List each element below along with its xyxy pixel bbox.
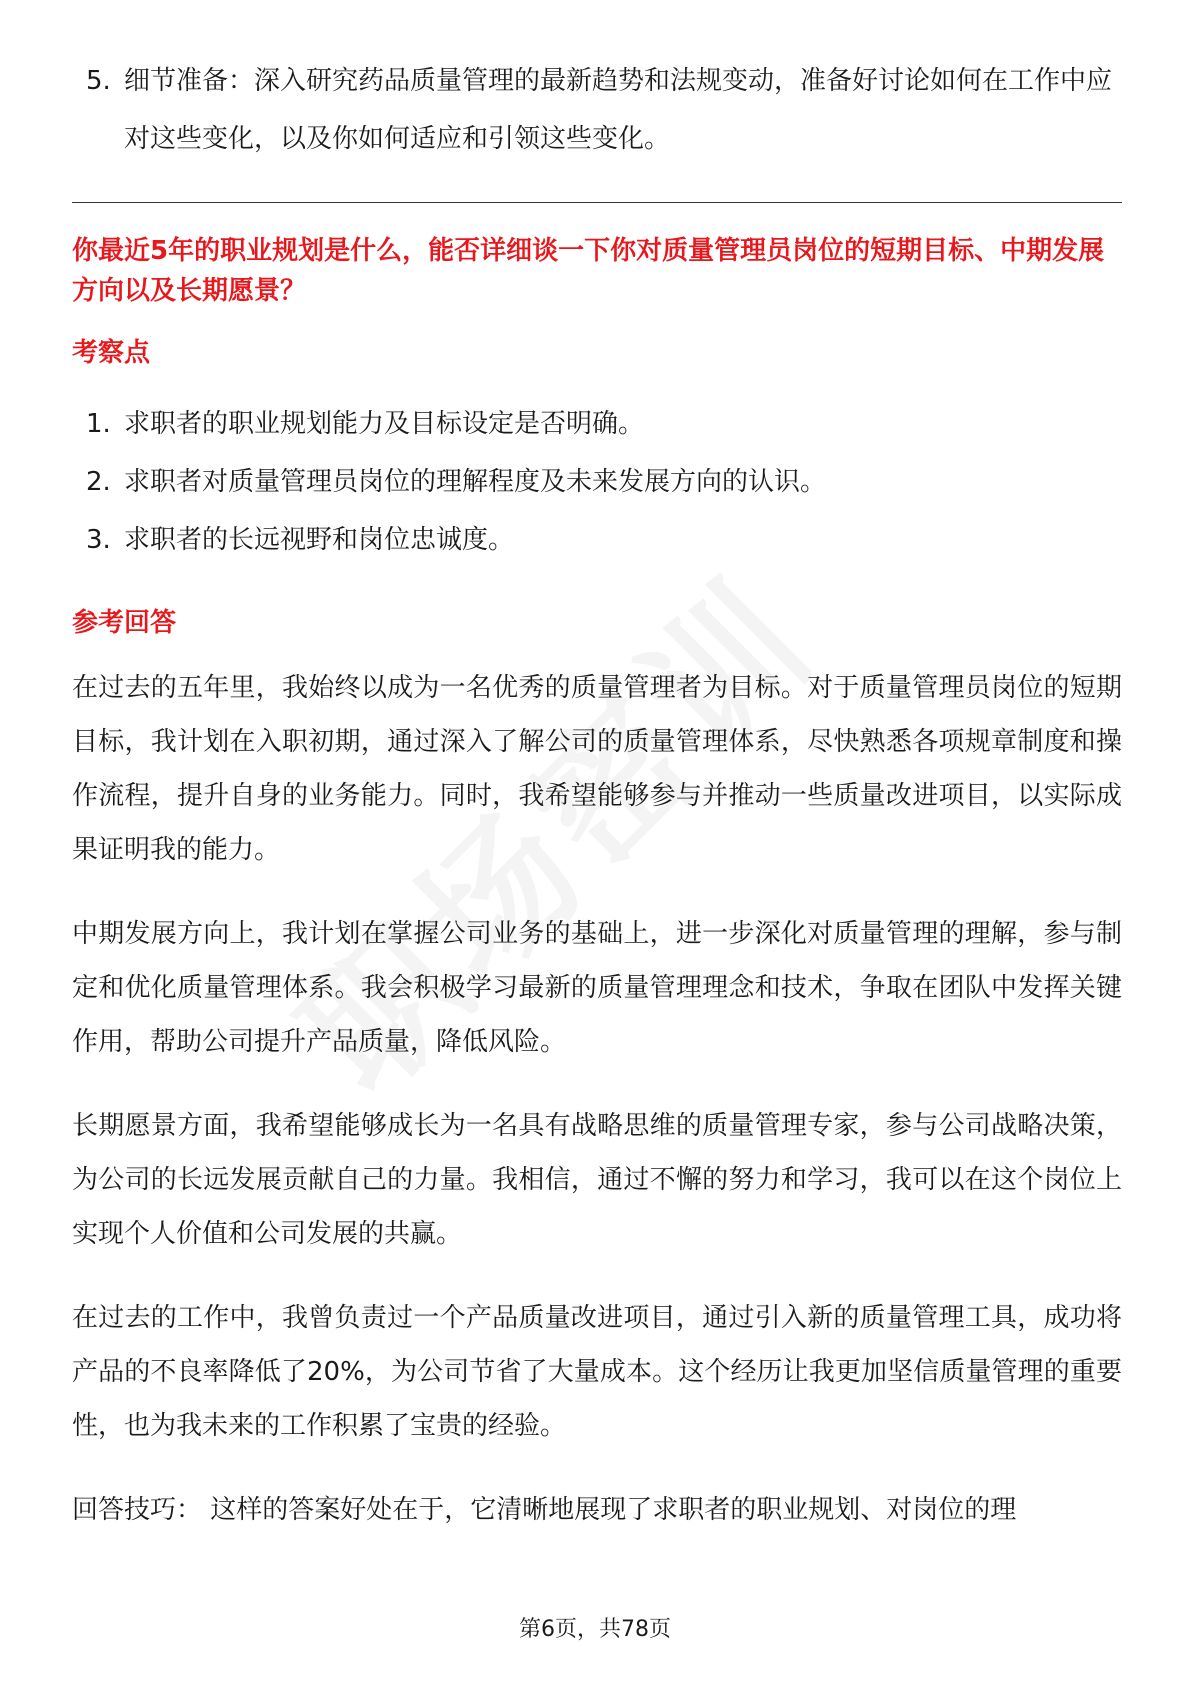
list-item-text: 求职者的职业规划能力及目标设定是否明确。 bbox=[124, 409, 645, 439]
list-item-text: 求职者对质量管理员岗位的理解程度及未来发展方向的认识。 bbox=[124, 467, 827, 497]
answer-paragraph: 长期愿景方面，我希望能够成长为一名具有战略思维的质量管理专家，参与公司战略决策，为公司的长远发展贡献自己的力量。我相信，通过不懈的努力和学习，我可以在这个岗位上实现个人价值和公司发展的共赢。 bbox=[72, 1111, 1122, 1249]
list-item-text: 求职者的长远视野和岗位忠诚度。 bbox=[124, 525, 515, 555]
answer-tips: 回答技巧： 这样的答案好处在于，它清晰地展现了求职者的职业规划、对岗位的理 bbox=[72, 1495, 1017, 1525]
list-item bbox=[72, 395, 1122, 453]
list-item bbox=[72, 52, 1122, 168]
page-content bbox=[72, 52, 1122, 1537]
list-item bbox=[72, 453, 1122, 511]
answer-paragraph: 中期发展方向上，我计划在掌握公司业务的基础上，进一步深化对质量管理的理解，参与制定和优化质量管理体系。我会积极学习最新的质量管理理念和技术，争取在团队中发挥关键作用，帮助公司提升产品质量，降低风险。 bbox=[72, 919, 1122, 1057]
answer-label: 参考回答 bbox=[72, 608, 177, 638]
list-item-number: 5. bbox=[86, 66, 111, 96]
section-divider bbox=[72, 202, 1122, 203]
top-list bbox=[72, 52, 1122, 168]
list-item-text: 细节准备：深入研究药品质量管理的最新趋势和法规变动，准备好讨论如何在工作中应对这些变化，以及你如何适应和引领这些变化。 bbox=[124, 66, 1113, 154]
list-item-number: 2. bbox=[86, 467, 111, 497]
list-item-number: 1. bbox=[86, 409, 111, 439]
page-number-footer: 第6页，共78页 bbox=[519, 1617, 671, 1642]
list-item bbox=[72, 511, 1122, 569]
list-item-number: 3. bbox=[86, 525, 111, 555]
question-heading: 你最近5年的职业规划是什么，能否详细谈一下你对质量管理员岗位的短期目标、中期发展方向以及长期愿景？ bbox=[72, 236, 1105, 306]
assessment-list bbox=[72, 395, 1122, 569]
assessment-label: 考察点 bbox=[72, 338, 151, 368]
answer-paragraph: 在过去的工作中，我曾负责过一个产品质量改进项目，通过引入新的质量管理工具，成功将产品的不良率降低了20%，为公司节省了大量成本。这个经历让我更加坚信质量管理的重要性，也为我未来的工作积累了宝贵的经验。 bbox=[72, 1303, 1122, 1441]
answer-paragraph: 在过去的五年里，我始终以成为一名优秀的质量管理者为目标。对于质量管理员岗位的短期目标，我计划在入职初期，通过深入了解公司的质量管理体系，尽快熟悉各项规章制度和操作流程，提升自身的业务能力。同时，我希望能够参与并推动一些质量改进项目，以实际成果证明我的能力。 bbox=[72, 673, 1122, 865]
